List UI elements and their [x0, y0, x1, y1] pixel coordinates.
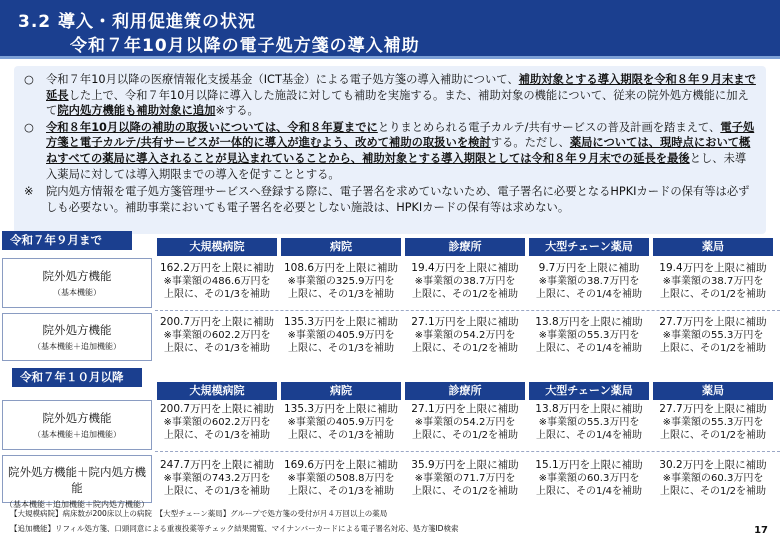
- subsidy-cell: [280, 315, 402, 355]
- subsidy-cell: [652, 315, 774, 355]
- subsidy-base: ※事業額の60.3万円を: [662, 473, 764, 484]
- subsidy-cell: [652, 402, 774, 442]
- subsidy-base: ※事業額の325.9万円を: [287, 276, 395, 287]
- note-emphasis: 薬局については、現時点において概ねすべての薬局に導入されることが見込まれていることから、補助対象とする導入期限としては令和８年９月末での延長を最後: [46, 136, 751, 165]
- note-text: する。ただし、: [490, 136, 570, 150]
- row-label-main: 院外処方機能＋院内処方機能: [8, 465, 146, 495]
- subsidy-cell: [156, 315, 278, 355]
- row-label-sub: （基本機能）: [53, 288, 101, 297]
- note-text: 院内処方情報を電子処方箋管理サービスへ登録する際に、電子署名を求めていないため、電子署名に必要となるHPKIカードの保有等は必ずしも必要ない。補助事業においても電子署名を必要としない施設は、HPKIカードの保有等は求めない。: [46, 185, 750, 214]
- note-emphasis: 電子処方箋と電子カルテ/共有サービスが一体的に導入が進むよう、改めて補助の取扱いを検討: [46, 120, 755, 150]
- row-label-main: 院外処方機能: [42, 411, 112, 425]
- column-header-pharmacy: 薬局: [653, 238, 773, 256]
- subsidy-rate: 上限に、その1/2を補助: [659, 289, 767, 300]
- row-label-sub: （基本機能＋追加機能）: [33, 342, 121, 351]
- subsidy-rate: 上限に、その1/2を補助: [659, 343, 767, 354]
- subsidy-base: ※事業額の55.3万円を: [662, 417, 764, 428]
- subsidy-base: ※事業額の55.3万円を: [662, 330, 764, 341]
- asterisk-mark: ※: [24, 185, 34, 199]
- notes-box: [14, 66, 766, 234]
- subsidy-cell: [404, 458, 526, 498]
- subsidy-rate: 上限に、その1/2を補助: [411, 289, 519, 300]
- subsidy-limit: 135.3万円を上限に補助: [283, 403, 399, 415]
- column-header-chain-pharmacy: 大型チェーン薬局: [529, 238, 649, 256]
- subsidy-cell: [652, 458, 774, 498]
- column-header-clinic: 診療所: [405, 238, 525, 256]
- subsidy-cell: [156, 402, 278, 442]
- note-text: ※する。: [215, 104, 259, 118]
- subsidy-limit: 108.6万円を上限に補助: [283, 262, 399, 274]
- note-text: した上で、令和７年10月以降に導入した施設に対しても補助を実施する。また、補助対象の機能について、従来の院外処方機能に加えて: [46, 88, 749, 118]
- subsidy-limit: 19.4万円を上限に補助: [411, 262, 519, 274]
- subsidy-rate: 上限に、その1/4を補助: [535, 430, 643, 441]
- subsidy-cell: [404, 315, 526, 355]
- subsidy-base: ※事業額の602.2万円を: [163, 330, 271, 341]
- note-emphasis: 令和８年10月以降の補助の取扱いについては、令和８年夏までに: [46, 120, 378, 134]
- column-header-hospital: 病院: [281, 238, 401, 256]
- subsidy-limit: 200.7万円を上限に補助: [159, 403, 275, 415]
- subsidy-cell: [404, 261, 526, 301]
- subsidy-cell: [280, 261, 402, 301]
- subsidy-cell: [528, 458, 650, 498]
- subsidy-cell: [156, 261, 278, 301]
- subsidy-limit: 162.2万円を上限に補助: [159, 262, 275, 274]
- subsidy-base: ※事業額の55.3万円を: [538, 417, 640, 428]
- row-label-outpatient-inpatient: [2, 455, 152, 509]
- note-paragraph-2: [24, 120, 756, 182]
- subsidy-rate: 上限に、その1/2を補助: [659, 486, 767, 497]
- subsidy-cell: [652, 261, 774, 301]
- subsidy-limit: 200.7万円を上限に補助: [159, 316, 275, 328]
- note-emphasis: 院内処方機能も補助対象に追加: [57, 104, 216, 118]
- page-number: 17: [754, 525, 768, 536]
- note-emphasis: 補助対象とする導入期限を令和８年９月末まで延長: [46, 73, 756, 102]
- subsidy-limit: 19.4万円を上限に補助: [659, 262, 767, 274]
- subsidy-rate: 上限に、その1/4を補助: [535, 343, 643, 354]
- subsidy-base: ※事業額の38.7万円を: [538, 276, 640, 287]
- subsidy-limit: 247.7万円を上限に補助: [159, 459, 275, 471]
- column-header-clinic: 診療所: [405, 382, 525, 400]
- footnote-definitions: 【大規模病院】病床数が200床以上の病院 【大型チェーン薬局】グループで処方箋の受付が月４万回以上の薬局: [10, 509, 388, 518]
- subsidy-cell: [528, 402, 650, 442]
- subsidy-limit: 35.9万円を上限に補助: [411, 459, 519, 471]
- section-title: 3.2 導入・利用促進策の状況: [18, 12, 257, 32]
- subsidy-base: ※事業額の60.3万円を: [538, 473, 640, 484]
- footnote-additional-features: 【追加機能】リフィル処方箋、口頭同意による重複投薬等チェック結果閲覧、マイナンバーカードによる電子署名対応、処方箋ID検索: [10, 524, 459, 533]
- subsidy-base: ※事業額の508.8万円を: [287, 473, 395, 484]
- subsidy-limit: 13.8万円を上限に補助: [535, 316, 643, 328]
- bullet-circle: ○: [24, 73, 34, 86]
- subsidy-base: ※事業額の55.3万円を: [538, 330, 640, 341]
- subsidy-base: ※事業額の486.6万円を: [163, 276, 271, 287]
- subsidy-rate: 上限に、その1/3を補助: [287, 289, 395, 300]
- subsidy-cell: [156, 458, 278, 498]
- subsidy-cell: [280, 402, 402, 442]
- subsidy-limit: 27.7万円を上限に補助: [659, 316, 767, 328]
- subsidy-rate: 上限に、その1/3を補助: [163, 486, 271, 497]
- subsidy-rate: 上限に、その1/3を補助: [287, 430, 395, 441]
- subsidy-rate: 上限に、その1/3を補助: [163, 289, 271, 300]
- subsidy-rate: 上限に、その1/3を補助: [163, 430, 271, 441]
- subsidy-base: ※事業額の38.7万円を: [662, 276, 764, 287]
- row-divider: [155, 451, 780, 452]
- subsidy-rate: 上限に、その1/3を補助: [287, 343, 395, 354]
- subsidy-rate: 上限に、その1/3を補助: [163, 343, 271, 354]
- note-paragraph-1: [24, 72, 756, 119]
- subsidy-limit: 13.8万円を上限に補助: [535, 403, 643, 415]
- subsidy-rate: 上限に、その1/4を補助: [535, 289, 643, 300]
- note-paragraph-3: [24, 184, 756, 215]
- subsidy-limit: 9.7万円を上限に補助: [538, 262, 640, 274]
- column-header-large-hospital: 大規模病院: [157, 382, 277, 400]
- note-text: 令和７年10月以降の医療情報化支援基金（ICT基金）による電子処方箋の導入補助について、: [46, 73, 519, 86]
- subsidy-base: ※事業額の38.7万円を: [414, 276, 516, 287]
- title-underline: [0, 56, 780, 59]
- subsidy-rate: 上限に、その1/2を補助: [411, 486, 519, 497]
- row-label-sub: （基本機能＋追加機能＋院内処方機能）: [5, 500, 149, 509]
- note-text: とし、未導入薬局に対しては導入期限までの導入を促すこととする。: [46, 151, 747, 181]
- title-banner: [0, 0, 780, 56]
- section-label-until-sep: 令和７年９月まで: [2, 231, 132, 250]
- subsidy-limit: 27.1万円を上限に補助: [411, 316, 519, 328]
- column-header-large-hospital: 大規模病院: [157, 238, 277, 256]
- subsidy-base: ※事業額の602.2万円を: [163, 417, 271, 428]
- subsidy-cell: [528, 261, 650, 301]
- subsidy-rate: 上限に、その1/3を補助: [287, 486, 395, 497]
- subsidy-limit: 27.1万円を上限に補助: [411, 403, 519, 415]
- subsidy-base: ※事業額の405.9万円を: [287, 330, 395, 341]
- column-header-hospital: 病院: [281, 382, 401, 400]
- page-title: 令和７年10月以降の電子処方箋の導入補助: [70, 36, 420, 56]
- subsidy-base: ※事業額の743.2万円を: [163, 473, 271, 484]
- subsidy-limit: 15.1万円を上限に補助: [535, 459, 643, 471]
- section-label-from-oct: 令和７年１０月以降: [12, 368, 142, 387]
- subsidy-base: ※事業額の405.9万円を: [287, 417, 395, 428]
- subsidy-base: ※事業額の71.7万円を: [414, 473, 516, 484]
- bullet-circle: ○: [24, 120, 34, 134]
- column-header-pharmacy: 薬局: [653, 382, 773, 400]
- note-text: とりまとめられる電子カルテ/共有サービスの普及計画を踏まえて、: [377, 120, 721, 134]
- subsidy-cell: [280, 458, 402, 498]
- row-label-outpatient-extended: [2, 400, 152, 450]
- subsidy-base: ※事業額の54.2万円を: [414, 417, 516, 428]
- subsidy-rate: 上限に、その1/4を補助: [535, 486, 643, 497]
- subsidy-limit: 30.2万円を上限に補助: [659, 459, 767, 471]
- row-divider: [155, 310, 780, 311]
- row-label-main: 院外処方機能: [42, 323, 112, 337]
- subsidy-rate: 上限に、その1/2を補助: [659, 430, 767, 441]
- row-label-outpatient-basic: [2, 258, 152, 308]
- row-label-sub: （基本機能＋追加機能）: [33, 430, 121, 439]
- subsidy-limit: 169.6万円を上限に補助: [283, 459, 399, 471]
- subsidy-limit: 135.3万円を上限に補助: [283, 316, 399, 328]
- subsidy-base: ※事業額の54.2万円を: [414, 330, 516, 341]
- subsidy-cell: [528, 315, 650, 355]
- row-label-outpatient-extended: [2, 313, 152, 361]
- row-label-main: 院外処方機能: [42, 269, 112, 283]
- subsidy-rate: 上限に、その1/2を補助: [411, 343, 519, 354]
- column-header-chain-pharmacy: 大型チェーン薬局: [529, 382, 649, 400]
- subsidy-rate: 上限に、その1/2を補助: [411, 430, 519, 441]
- subsidy-cell: [404, 402, 526, 442]
- subsidy-limit: 27.7万円を上限に補助: [659, 403, 767, 415]
